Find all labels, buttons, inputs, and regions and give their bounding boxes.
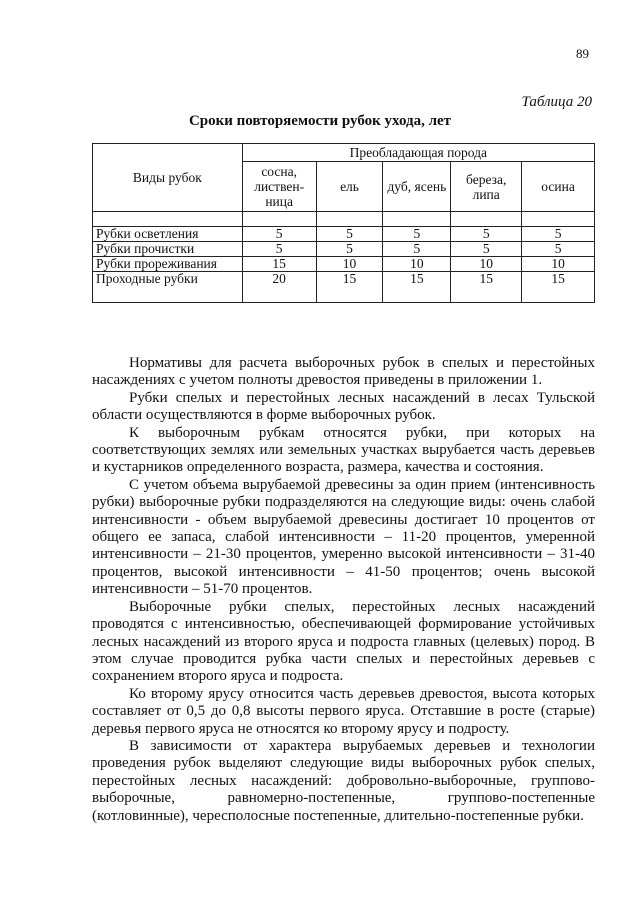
table-cell: 15 [316,272,383,303]
paragraph: К выборочным рубкам относятся рубки, при которых на соответствующих землях или земельных участках вырубается часть деревьев и кустарников определенного возраста, размера, качества и состояния. [92,424,595,476]
table-row [93,272,595,303]
table-cell: 15 [451,272,522,303]
paragraph: Рубки спелых и перестойных лесных насаждений в лесах Тульской области осуществляются в форме выборочных рубок. [92,389,595,424]
table-cell: 5 [383,242,451,257]
table-cell: 10 [383,257,451,272]
row-name: Рубки прочистки [93,242,243,257]
table-cell: 10 [451,257,522,272]
paragraph: Выборочные рубки спелых, перестойных лесных насаждений проводятся с интенсивностью, обеспечивающей формирование устойчивых лесных насаждений из второго яруса и подроста главных (целевых) пород. В этом случае проводится рубка части спелых и перестойных деревьев с сохранением второго яруса и подроста. [92,598,595,685]
table-cell: 10 [522,257,595,272]
column-header: ель [316,162,383,212]
table-cell: 5 [451,227,522,242]
column-header: береза, липа [451,162,522,212]
table-title: Сроки повторяемости рубок ухода, лет [188,113,452,129]
paragraph: В зависимости от характера вырубаемых деревьев и технологии проведения рубок выделяют следующие виды выборочных рубок спелых, перестойных лесных насаждений: добровольно-выборочные, группово-выборочные, равномерно-постепенные, группово-постепенные (котловинные), чересполосные постепенные, длительно-постепенные рубки. [92,737,595,824]
table-cell: 5 [316,227,383,242]
table-cell: 15 [383,272,451,303]
table-cell: 5 [522,227,595,242]
table-spacer-row [93,212,595,227]
column-header: сосна, листвен-ница [242,162,316,212]
body-text [92,355,595,825]
table-cell: 5 [383,227,451,242]
table-row [93,242,595,257]
header-cutting-types: Виды рубок [93,144,243,212]
cutting-intervals-table [92,143,595,303]
header-dominant-species: Преобладающая порода [242,144,594,162]
table-row [93,227,595,242]
row-name: Рубки прореживания [93,257,243,272]
table-number: Таблица 20 [521,94,592,110]
column-header: осина [522,162,595,212]
column-header: дуб, ясень [383,162,451,212]
paragraph: С учетом объема вырубаемой древесины за один прием (интенсивность рубки) выборочные рубки подразделяются на следующие виды: очень слабой интенсивности - объем вырубаемой древесины достигает 10 процентов от общего ее запаса, слабой интенсивности – 11-20 процентов, умеренной интенсивности – 21-30 процентов, умеренно высокой интенсивности – 31-40 процентов, высокой интенсивности – 41-50 процентов; очень высокой интенсивности – 51-70 процентов. [92,476,595,598]
table-cell: 5 [316,242,383,257]
table-cell: 5 [242,242,316,257]
table-cell: 5 [451,242,522,257]
table-cell: 15 [522,272,595,303]
paragraph: Нормативы для расчета выборочных рубок в спелых и перестойных насаждениях с учетом полноты древостоя приведены в приложении 1. [92,355,595,389]
row-name: Проходные рубки [93,272,243,303]
table-cell: 15 [242,257,316,272]
table-cell: 5 [242,227,316,242]
row-name: Рубки осветления [93,227,243,242]
paragraph: Ко второму ярусу относится часть деревьев древостоя, высота которых составляет от 0,5 до 0,8 высоты первого яруса. Отставшие в росте (старые) деревья первого яруса не относятся ко второму ярусу и подросту. [92,685,595,737]
table-row [93,257,595,272]
page-number: 89 [576,46,589,61]
table-cell: 10 [316,257,383,272]
table-cell: 5 [522,242,595,257]
table-cell: 20 [242,272,316,303]
